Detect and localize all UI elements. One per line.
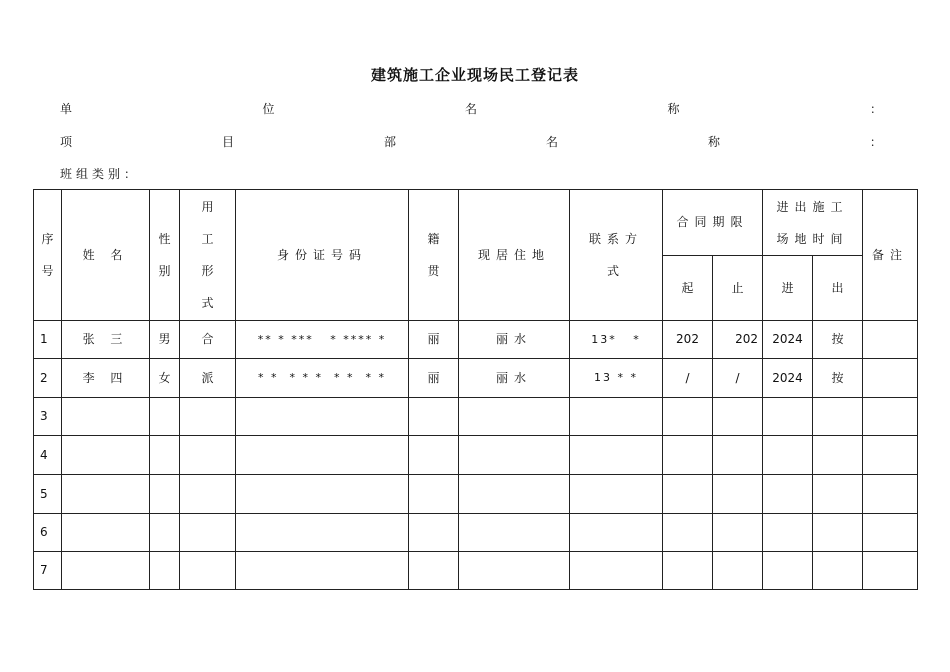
cell-remark[interactable] (863, 398, 918, 436)
project-char: 称 (707, 135, 720, 149)
cell-seq: 3 (34, 398, 62, 436)
header-site-time (763, 190, 863, 256)
cell-name: 张 三 (62, 321, 150, 359)
cell-contact: 13* * (570, 321, 663, 359)
header-contact (570, 190, 663, 321)
cell-id-number: ** * *** * **** * (236, 321, 409, 359)
header-remark: 备注 (863, 190, 918, 321)
project-char: 目 (221, 135, 234, 149)
cell-site-out[interactable] (813, 475, 863, 514)
cell-address[interactable] (459, 514, 570, 552)
cell-origin[interactable] (409, 552, 459, 590)
header-text: 用 (201, 200, 214, 214)
cell-gender[interactable] (150, 552, 180, 590)
table-row (34, 321, 918, 359)
unit-char: 称 (667, 102, 680, 116)
table-row (34, 552, 918, 590)
cell-site-out[interactable] (813, 436, 863, 475)
cell-contract-end[interactable] (713, 436, 763, 475)
cell-origin[interactable] (409, 436, 459, 475)
cell-address[interactable] (459, 436, 570, 475)
cell-contact[interactable] (570, 436, 663, 475)
cell-employment: 派 (180, 359, 236, 398)
header-gender (150, 190, 180, 321)
header-text: 性 (158, 232, 171, 246)
project-char: 部 (383, 135, 396, 149)
header-text: 形 (201, 264, 214, 278)
header-text: 式 (606, 264, 625, 278)
header-seq (34, 190, 62, 321)
cell-address[interactable] (459, 552, 570, 590)
cell-gender[interactable] (150, 514, 180, 552)
header-address: 现居住地 (459, 190, 570, 321)
cell-employment[interactable] (180, 398, 236, 436)
cell-name[interactable] (62, 398, 150, 436)
cell-employment: 合 (180, 321, 236, 359)
cell-gender[interactable] (150, 398, 180, 436)
cell-origin: 丽 (409, 321, 459, 359)
cell-employment[interactable] (180, 514, 236, 552)
cell-site-out: 按 (813, 321, 863, 359)
cell-contact[interactable] (570, 552, 663, 590)
cell-name[interactable] (62, 475, 150, 514)
cell-employment[interactable] (180, 552, 236, 590)
table-row (34, 475, 918, 514)
cell-id-number[interactable] (236, 436, 409, 475)
header-contract-period: 合同期限 (663, 190, 763, 256)
header-text: 场地时间 (776, 231, 849, 246)
cell-seq: 7 (34, 552, 62, 590)
cell-gender[interactable] (150, 436, 180, 475)
header-text: 式 (201, 296, 214, 310)
project-name-line (60, 133, 882, 150)
cell-site-out[interactable] (813, 514, 863, 552)
cell-gender: 男 (150, 321, 180, 359)
cell-contract-end[interactable] (713, 514, 763, 552)
cell-id-number: * * * * * * * * * (236, 359, 409, 398)
unit-colon: ： (869, 102, 882, 116)
cell-contact[interactable] (570, 514, 663, 552)
cell-id-number[interactable] (236, 552, 409, 590)
header-name: 姓 名 (62, 190, 150, 321)
cell-site-in[interactable] (763, 552, 813, 590)
cell-id-number[interactable] (236, 398, 409, 436)
cell-contract-start[interactable] (663, 552, 713, 590)
unit-char: 名 (464, 102, 477, 116)
unit-char: 位 (262, 102, 275, 116)
cell-site-in[interactable] (763, 475, 813, 514)
cell-name[interactable] (62, 436, 150, 475)
cell-origin: 丽 (409, 359, 459, 398)
cell-id-number[interactable] (236, 514, 409, 552)
cell-seq: 6 (34, 514, 62, 552)
cell-contract-end[interactable] (713, 475, 763, 514)
header-text: 进出施工 (776, 199, 849, 214)
cell-name[interactable] (62, 552, 150, 590)
cell-site-out: 按 (813, 359, 863, 398)
cell-origin[interactable] (409, 514, 459, 552)
unit-char: 单 (60, 102, 73, 116)
cell-remark (863, 359, 918, 398)
cell-gender: 女 (150, 359, 180, 398)
cell-seq: 2 (34, 359, 62, 398)
header-text: 序 (41, 232, 54, 246)
header-contract-start: 起 (663, 256, 713, 321)
table-row (34, 514, 918, 552)
cell-contract-start[interactable] (663, 514, 713, 552)
cell-site-out[interactable] (813, 398, 863, 436)
header-site-in: 进 (763, 256, 813, 321)
team-category-label: 班组类别： (60, 167, 141, 181)
cell-address[interactable] (459, 475, 570, 514)
cell-remark[interactable] (863, 514, 918, 552)
cell-contact: 13 * * (570, 359, 663, 398)
cell-contract-end[interactable] (713, 552, 763, 590)
cell-site-in[interactable] (763, 514, 813, 552)
worker-register-table (33, 189, 918, 590)
cell-origin[interactable] (409, 398, 459, 436)
cell-remark[interactable] (863, 436, 918, 475)
table-row (34, 359, 918, 398)
header-text: 别 (158, 264, 171, 278)
cell-seq: 4 (34, 436, 62, 475)
cell-name: 李 四 (62, 359, 150, 398)
cell-contract-start[interactable] (663, 398, 713, 436)
cell-site-in: 2024 (763, 321, 813, 359)
cell-address: 丽水 (459, 321, 570, 359)
header-employment-form (180, 190, 236, 321)
header-text: 籍 (427, 232, 440, 246)
cell-contract-end[interactable] (713, 398, 763, 436)
cell-remark (863, 321, 918, 359)
header-origin (409, 190, 459, 321)
header-contract-end: 止 (713, 256, 763, 321)
cell-contract-start[interactable] (663, 475, 713, 514)
cell-contract-start: / (663, 359, 713, 398)
cell-seq: 5 (34, 475, 62, 514)
cell-contract-start: 202 (663, 321, 713, 359)
project-char: 名 (545, 135, 558, 149)
cell-site-out[interactable] (813, 552, 863, 590)
cell-contract-end: / (713, 359, 763, 398)
table-row (34, 398, 918, 436)
cell-contract-end: 202 (713, 321, 763, 359)
header-id-number: 身份证号码 (236, 190, 409, 321)
cell-remark[interactable] (863, 475, 918, 514)
cell-origin[interactable] (409, 475, 459, 514)
cell-seq: 1 (34, 321, 62, 359)
cell-gender[interactable] (150, 475, 180, 514)
table-row (34, 436, 918, 475)
cell-address[interactable] (459, 398, 570, 436)
unit-name-line (60, 100, 882, 117)
cell-remark[interactable] (863, 552, 918, 590)
cell-address: 丽水 (459, 359, 570, 398)
cell-contract-start[interactable] (663, 436, 713, 475)
header-text: 工 (201, 232, 214, 246)
header-text: 号 (41, 264, 54, 278)
header-text: 联系方 (588, 232, 643, 246)
cell-employment[interactable] (180, 475, 236, 514)
cell-employment[interactable] (180, 436, 236, 475)
project-char: 项 (60, 135, 73, 149)
cell-id-number[interactable] (236, 475, 409, 514)
cell-contact[interactable] (570, 398, 663, 436)
header-site-out: 出 (813, 256, 863, 321)
cell-site-in: 2024 (763, 359, 813, 398)
cell-name[interactable] (62, 514, 150, 552)
form-title: 建筑施工企业现场民工登记表 (370, 66, 579, 84)
project-colon: ： (869, 135, 882, 149)
cell-site-in[interactable] (763, 398, 813, 436)
cell-contact[interactable] (570, 475, 663, 514)
cell-site-in[interactable] (763, 436, 813, 475)
header-text: 贯 (427, 264, 440, 278)
